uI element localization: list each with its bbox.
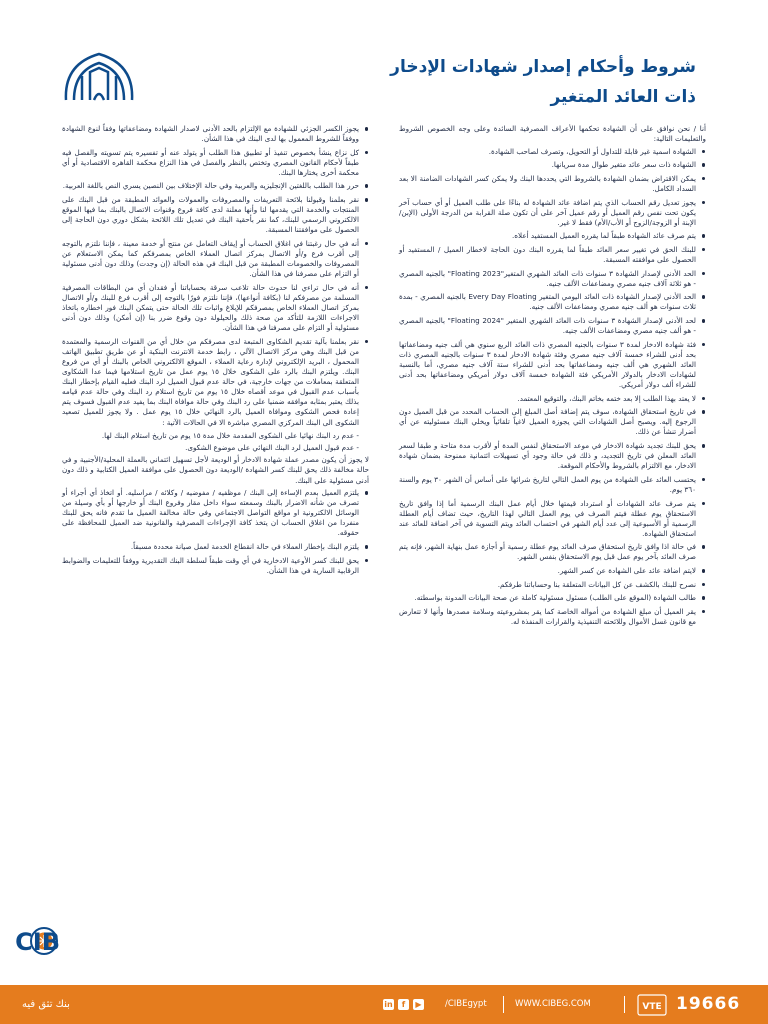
left-terms-list-2 bbox=[62, 488, 369, 576]
terms-list-item: يجوز تعديل رقم الحساب الذي يتم اضافة عائد الشهادة له بناءًا على طلب العميل أو أي حساب آخر يكون تحت نفس رقم العميل أو رقم عميل آخر على أن تكون صلة القرابة من الدرجة الأولى (الإبن/الإبنة أو الزوجة/الزوج أو الأب/الأم) فقط لا غير. bbox=[399, 198, 706, 228]
cib-logo bbox=[15, 924, 106, 958]
terms-list-item: نقر بعلمنا بآلية تقديم الشكاوى المتبعة لدى مصرفكم من خلال أي من القنوات الرسمية والمعتمدة من قبل البنك وهي مركز الاتصال الآلي ، رابط خدمة الانترنت البنكية أو عن طريق تطبيق الهاتف المحمول ، البريد الإلكتروني لإدارة رعاية العملاء ، الموقع الالكتروني الخاص بالبنك أو أي من فروع البنك. ويلتزم البنك بالرد على الشكوى خلال ١٥ يوم عمل من تاريخ استلامها فيما عدا الشكاوى المتعلقة بمعاملات من جهات خارجية، في حالة عدم قبول العميل لرد البنك فعليه القيام بإخطار البنك بأسباب عدم القبول في موعد أقصاه خلال ١٥ يوم من تاريخ استلام رد البنك وفي حالة عدم قيامه بذلك يعتبر بمثابه موافقه ضمنيا على رد البنك وفي حالة موافاة البنك بما يفيد عدم القبول فسوف يتم إعادة فحص الشكوى وموافاة العميل بالرد النهائي خلال ١٥ يوم عمل . ولا يجوز للعميل تصعيد الشكوى الى البنك المركزي المصري مباشرة الا في الحالات الآتية : bbox=[62, 337, 369, 428]
terms-columns bbox=[62, 124, 706, 904]
cib-logo-text: CIB bbox=[15, 928, 60, 956]
footer-divider bbox=[624, 996, 625, 1013]
title-line-1: شروط وأحكام إصدار شهادات الإدخار bbox=[390, 57, 696, 77]
terms-list-item: أنه في حال رغبتنا في اغلاق الحساب أو إيقاف التعامل عن منتج أو خدمة معينة ، فإننا نلتزم بالتوجه إلى أقرب فرع و/أو الاتصال بمركز اتصال العملاء الخاص بمصرفكم كما يمكن الاستعلام عن المصروفات والخصومات المطبقة من قبل البنك في هذه الحالة (إن وجدت) وذلك دون أدنى مسئولية أو التزام على مصرفنا في هذا الشأن. bbox=[62, 239, 369, 279]
terms-list-item: يجوز الكسر الجزئي للشهادة مع الإلتزام بالحد الأدنى لاصدار الشهادة ومضاعفاتها وفقاً لنوع الشهادة ووفقاً للشروط المعمول بها لدى البنك في هذا الشأن. bbox=[62, 124, 369, 144]
terms-list-item: نقر بعلمنا وقبولنا بلائحة التعريفات والمصروفات والعمولات والعوائد المطبقة من قبل البنك على المنتجات والخدمة التي يقدمها لنا وأنها معلنة لدى كافة فروع وقنوات الاتصال بالبنك بما فيها الموقع الالكتروني الرسمي للبنك، كما نقر بأحقية البنك في تعديل تلك اللائحة بشكل دوري دون الحاجة إلى الحصول على موافقتنا المسبقة. bbox=[62, 195, 369, 235]
terms-list-item: يقر العميل أن مبلغ الشهادة من أمواله الخاصة كما يقر بمشروعيته وسلامة مصدرها وأنها لا تتعارض مع قانون غسل الأموال وللائحته التنفيذية والقرارات المنفذة له. bbox=[399, 607, 706, 627]
terms-list-item: يلتزم البنك بإخطار العملاء في حالة انقطاع الخدمة لعمل صيانة محددة مسبقاً. bbox=[62, 542, 369, 552]
terms-list-item: لايتم اضافة عائد على الشهادة عن كسر الشهر. bbox=[399, 566, 706, 576]
hotline-badge-icon bbox=[637, 994, 667, 1016]
left-continuation-text: لا يجوز أن يكون مصدر عملة شهادة الادخار أو الوديعة لأجل تسهيل ائتماني بالعملة المحلية/الأجنبية و في حالة مخالفة ذلك يحق للبنك كسر الشهادة /الوديعة دون الحصول على موافقة العميل الكتابية و ذلك دون أدنى مسئولية على البنك. bbox=[62, 455, 369, 485]
terms-list-item: كل نزاع ينشأ بخصوص تنفيذ أو تطبيق هذا الطلب أو يتولد عنه أو تفسيره يتم تسويته والفصل فيه طبقاً لأحكام القانون المصري وتختص بالنظر والفصل في هذا النزاع محكمة القاهره الاقتصادية أو أي محكمة أخرى يختارها البنك. bbox=[62, 148, 369, 178]
terms-list-item: فئة شهادة الادخار لمدة ٣ سنوات بالجنيه المصري ذات العائد الربع سنوي هي ألف جنيه ومضاعفاتها بحد أدنى للشراء خمسة آلاف جنيه مصري وفئة شهادة الادخار لمدة ٣ سنوات بالجنيه المصري ذات العائد الشهري هي ألف جنيه ومضاعفاتها بحد أدنى للشراء ستة آلاف جنيه مصري، أما بالنسبة لشهادات الادخار بالدولار الأمريكي فئة الشهادة خمسة آلاف دولار أمريكي ومضاعفاتها بحد أدنى للشراء ألف دولار أمريكي. bbox=[399, 340, 706, 390]
youtube-icon[interactable]: ▶ bbox=[413, 999, 424, 1010]
document-title bbox=[276, 52, 696, 112]
footer-divider bbox=[503, 996, 504, 1013]
linkedin-icon[interactable]: in bbox=[384, 1000, 393, 1009]
left-terms-list bbox=[62, 124, 369, 428]
facebook-icon[interactable]: f bbox=[398, 999, 409, 1010]
terms-list-item: يتم صرف عائد الشهادات أو استرداد قيمتها خلال أيام عمل البنك الرسمية أما إذا وافق تاريخ الاستحقاق يوم عطلة فيتم الصرف في يوم العمل التالي لهذا التاريخ، حيث تضاف أيام العطلة الرسمية أو الأسبوعية إلى عدد أيام الشهر في احتساب العائد ويتم التسوية في آخر اضافة للعائد عند استحقاق الشهادة. bbox=[399, 499, 706, 539]
escalation-case-item: - عدم قبول العميل لرد البنك النهائي على موضوع الشكوى. bbox=[185, 443, 359, 453]
terms-list-item: أنه في حال تراءي لنا حدوث حالة تلاعب سرقة بحساباتنا أو فقدان أي من البطاقات المصرفية المسلمة من مصرفكم لنا (بكافة أنواعها)، فإننا نلتزم فورًا بالتوجه إلى أقرب فرع للبنك و/أو الاتصال بمركز اتصال العملاء الخاص بمصرفكم للإبلاغ واثبات تلك الحالة حتى يتمكن البنك فور اخطاره باتخاذ الاجراءات اللازمة للتأكد من صحة ذلك والحيلولة دون وقوع ضرر بنا (إن أمكن) وذلك دون أدنى مسئولية أو التزام على مصرفنا في هذا الشأن. bbox=[62, 283, 369, 333]
terms-list-item: يحق للبنك تجديد شهادة الادخار في موعد الاستحقاق لنفس المدة أو لأقرب مدة متاحة و طبقا لسعر العائد المعلن في تاريخ التجديد، و ذلك في حالة وجود أي تسهيلات ائتمانية ممنوحة بضمان شهادة الادخار، مع الالتزام بالشروط والأحكام الموقعة. bbox=[399, 441, 706, 471]
terms-intro: أنا / نحن نوافق على أن الشهادة تحكمها الأعراف المصرفية السائدة وعلى وجه الخصوص الشروط والتعليمات التالية: bbox=[399, 124, 706, 144]
left-column bbox=[62, 124, 369, 904]
hotline-badge-text: VTE bbox=[642, 1002, 662, 1012]
terms-list-item: يتم صرف عائد الشهادة طبقاً لما يقرره العميل المستفيد أعلاه. bbox=[399, 231, 706, 241]
social-links bbox=[383, 985, 424, 1024]
terms-list-item: يحتسب العائد على الشهادة من يوم العمل التالي لتاريخ شرائها على أساس أن الشهر ٣٠ يوم والسنة ٣٦٠ يوم. bbox=[399, 475, 706, 495]
escalation-case-item: - عدم رد البنك نهائيا على الشكوى المقدمة خلال مدة ١٥ يوم من تاريخ استلام البنك لها. bbox=[101, 431, 359, 441]
footer-slogan: بنك تثق فيه bbox=[22, 999, 70, 1010]
footer-bar bbox=[0, 985, 768, 1024]
complaint-escalation-cases bbox=[62, 431, 369, 453]
website-link[interactable]: WWW.CIBEG.COM bbox=[515, 999, 591, 1009]
terms-list-item: لا يعتد بهذا الطلب إلا بعد ختمه بخاتم البنك، والتوقيع المعتمد. bbox=[399, 394, 706, 404]
right-terms-list bbox=[399, 147, 706, 627]
terms-list-item: طالب الشهادة (الموقع على الطلب) مسئول مسئولية كاملة عن صحة البيانات المدونة بواسطته. bbox=[399, 593, 706, 603]
terms-list-item: في تاريخ استحقاق الشهادة، سوف يتم إضافة أصل المبلغ إلى الحساب المحدد من قبل العميل دون الرجوع إليه. ويصبح أصل الشهادات التي يجوزة العميل لاغياً تلقائياً ويخلي البنك مسئوليته عن أي أضرار تنشأ عن ذلك. bbox=[399, 407, 706, 437]
social-handle[interactable]: /CIBEgypt bbox=[445, 999, 487, 1009]
terms-list-item: الحد الأدنى لإصدار الشهادة ذات العائد اليومي المتغير Every Day Floating بالجنيه المصري - بمدة ثلاث سنوات هو ألف جنيه مصري ومضاعفات الألف جنيه. bbox=[399, 292, 706, 312]
terms-list-item: لحد الأدنى لإصدار الشهادة ٣ سنوات ذات العائد الشهري المتغير "Floating 2024" بالجنيه المصري - هو ألف جنيه مصري ومضاعفات الألف جنيه. bbox=[399, 316, 706, 336]
right-column bbox=[399, 124, 706, 904]
terms-list-item: يمكن الاقتراض بضمان الشهادة بالشروط التي يحددها البنك ولا يمكن كسر الشهادات الضامنة الا بعد السداد الكامل. bbox=[399, 174, 706, 194]
hotline-number[interactable]: 19666 bbox=[676, 994, 741, 1014]
terms-list-item: الحد الأدنى لإصدار الشهادة ٣ سنوات ذات العائد الشهري المتغير"Floating 2023" بالجنيه المصري - هو ثلاثة آلاف جنيه مصري ومضاعفات الألف جنيه. bbox=[399, 269, 706, 289]
terms-list-item: يحق للبنك كسر الأوعية الادخارية في أي وقت طبقاً لسلطة البنك التقديرية ووفقاً للتعليمات والضوابط الرقابية السارية في هذا الشأن. bbox=[62, 556, 369, 576]
terms-list-item: في حالة اذا وافق تاريخ استحقاق صرف العائد يوم عطلة رسمية أو أجازة عمل بنهاية الشهر، فإنه يتم صرف العائد بآخر يوم عمل قبل يوم الاستحقاق بنفس الشهر. bbox=[399, 542, 706, 562]
terms-list-item: يلتزم العميل بعدم الإساءة إلى البنك / موظفيه / مفوضيه / وكلائه / مراسليه. أو اتخاذ أي أجراء أو تصرف من شأنه الاضرار بالبنك وسمعته سواء داخل مقار وفروع البنك أو خارجها أو بأي وسيلة من الوسائل الالكترونية او مواقع التواصل الاجتماعي وفي حالة مخالفة العميل ما تقدم فانه يحق للبنك منفردا من اغلاق الحساب ان يتخذ كافة الإجراءات المصرفية والقانونية ضد العميل للمحافظة على حقوقه. bbox=[62, 488, 369, 538]
terms-list-item: حرر هذا الطلب باللغتين الإنجليزيه والعربية وفي حالة الإختلاف بين النصين يسري النص باللغة العربية. bbox=[62, 181, 369, 191]
terms-list-item: الشهادة ذات سعر عائد متغير طوال مدة سريانها. bbox=[399, 160, 706, 170]
terms-list-item: للبنك الحق في تغيير سعر العائد طبقاً لما يقرره البنك دون الحاجة لاخطار العميل / المستفيد أو الحصول على موافقته المسبقة. bbox=[399, 245, 706, 265]
title-line-2: ذات العائد المتغير bbox=[550, 87, 696, 107]
terms-list-item: نصرح للبنك بالكشف عن كل البيانات المتعلقة بنا وحساباتنا طرفكم. bbox=[399, 580, 706, 590]
decorative-arch-logo bbox=[60, 44, 138, 106]
terms-list-item: الشهادة اسمية غير قابلة للتداول أو التحويل، وتصرف لصاحب الشهادة. bbox=[399, 147, 706, 157]
